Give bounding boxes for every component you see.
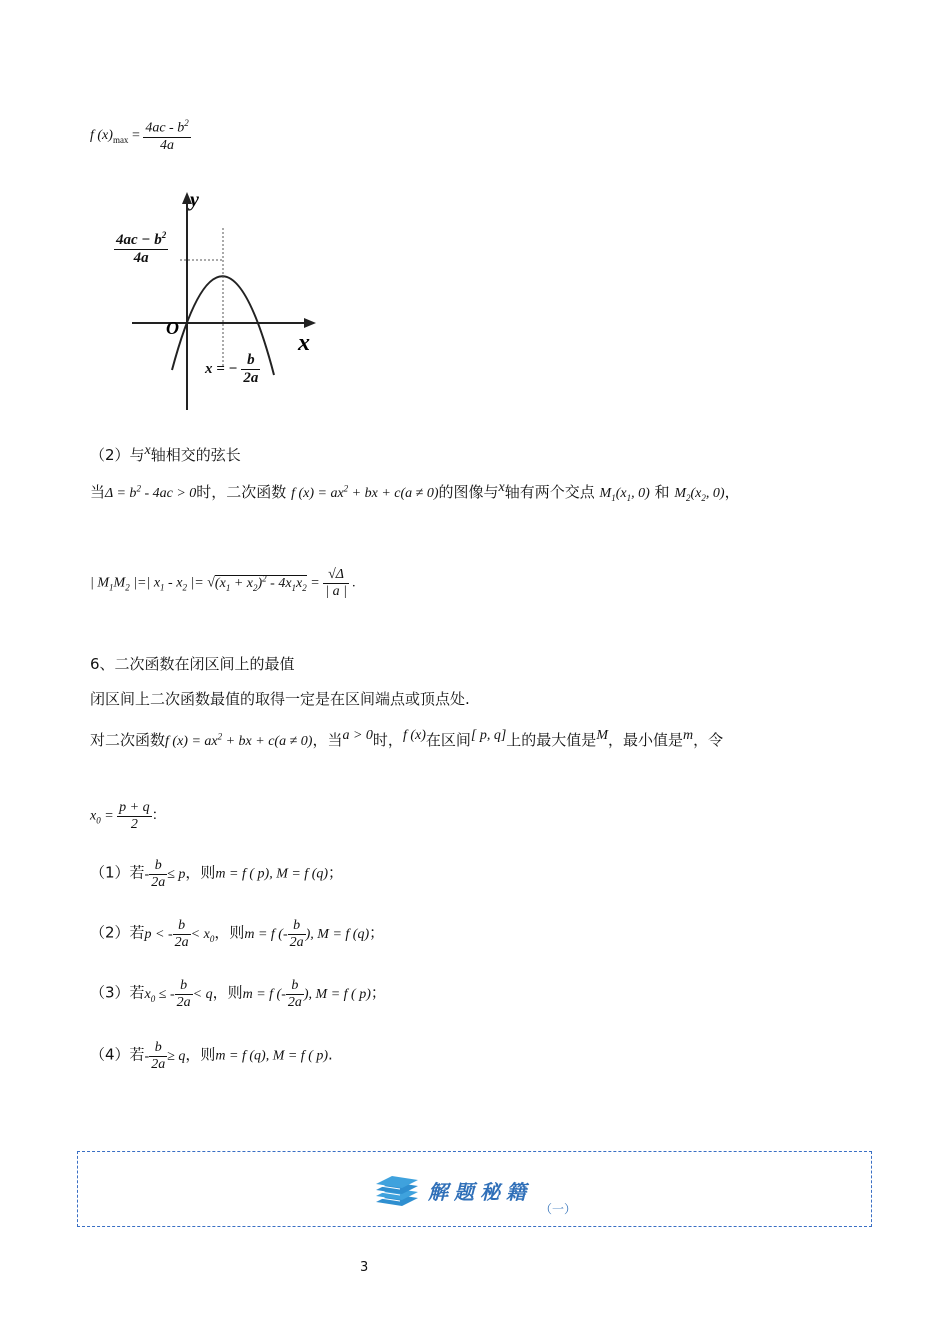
graph-axis-label: x = − $\frac{b}{2a}$ [205, 352, 259, 386]
formula-fmax: f $(x)_{max}$ = $\frac{4ac - b^2}{4a}$ [90, 118, 189, 153]
banner-title: 解题秘籍 [428, 1180, 532, 1204]
graph-y-label: y [190, 190, 199, 211]
stacked-books-icon [372, 1172, 422, 1208]
graph-origin-label: O [166, 318, 179, 338]
case-1: （1）若- $\frac{b}{2a}$ ≤ p，则m = f ( p), M = f (q)； [90, 858, 344, 890]
graph-x-label: x [298, 330, 310, 356]
x0-definition: $x_0$ = $\frac{p + q}{2}$ ： [90, 800, 166, 832]
section6-line2: 对二次函数f $(x) = ax^2$ + bx + c(a ≠ 0)，当$^{a > 0}$时，$^{f (x)}$在区间[ p, q]上的最大值是$^M$，最小值是$^m$，令 [90, 728, 724, 749]
section6-line1: 闭区间上二次函数最值的取得一定是在区间端点或顶点处. [90, 690, 470, 708]
chord-length-formula: | $M_1M_2$ |=| $x_1 - x_2$ |= $√(x_1 + x_2)^2 - 4x_1x_2$ = $\frac{√\Delta}{| a |}$ . [90, 567, 356, 599]
banner-subtitle: （一） [540, 1202, 577, 1216]
section6-heading: 6、二次函数在闭区间上的最值 [90, 655, 295, 673]
section2-intersection-line: 当$\Delta = b^2 - 4ac > 0$时，二次函数 f $(x) = ax^2$ + bx + c(a ≠ 0)的图像与$^x$轴有两个交点 $M_1(x_1$, 0) 和 $M_2(x_2$, 0)， [90, 480, 740, 503]
case-4: （4）若- $\frac{b}{2a}$ ≥ q，则m = f (q), M = f ( p). [90, 1040, 333, 1072]
page-number: 3 [360, 1260, 369, 1275]
section2-title: （2）与$^x$轴相交的弦长 [90, 443, 241, 464]
graph-vertex-label: $\frac{4ac - b^2}{4a}$ [116, 230, 167, 266]
case-2: （2）若p < - $\frac{b}{2a}$ < $x_0$，则m = f (- $\frac{b}{2a}$ ), M = f (q)； [90, 918, 385, 950]
case-3: （3）若$x_0$ ≤ - $\frac{b}{2a}$ < q，则m = f (- $\frac{b}{2a}$ ), M = f ( p)； [90, 978, 386, 1010]
